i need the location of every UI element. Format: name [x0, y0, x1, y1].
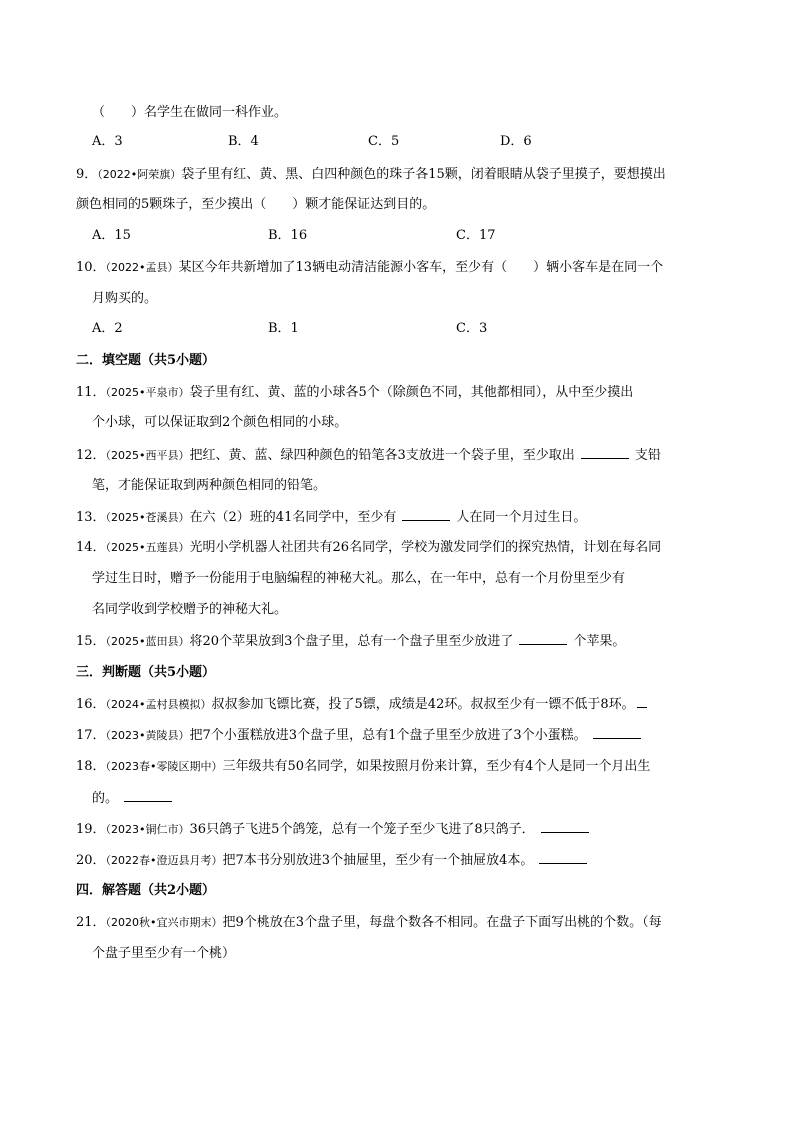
q12-line-2: 笔，才能保证取到两种颜色相同的铅笔。: [92, 478, 327, 493]
q9-text-1: 袋子里有红、黄、黑、白四种颜色的珠子各15颗，闭着眼睛从袋子里摸子，要想摸出: [181, 167, 666, 182]
q9-line-2: 颜色相同的5颗珠子，至少摸出（ ）颗才能保证达到目的。: [76, 197, 436, 212]
q18-text-1: 三年级共有50名同学，如果按照月份来计算，至少有4个人是同一个月出生: [222, 759, 651, 774]
q19-line-1: [76, 820, 595, 839]
q10-line-2: 月购买的。: [92, 291, 158, 306]
q8-option-c: C．5: [368, 134, 400, 149]
q9-line-1: [76, 166, 666, 184]
q8-continuation: （ ）名学生在做同一科作业。: [92, 105, 288, 120]
q12-number: 12．: [76, 448, 106, 463]
q16-line-1: [76, 695, 649, 714]
q17-source: （2023•黄陵县）: [105, 729, 190, 742]
q18-line-2: [92, 789, 178, 808]
q10-number: 10．: [76, 260, 106, 275]
q20-source: （2022春•澄迈县月考）: [105, 854, 223, 867]
q9-option-b: B．16: [268, 228, 308, 243]
q14-line-1: [76, 539, 661, 557]
q20-number: 20．: [76, 853, 106, 868]
q14-text-1: 光明小学机器人社团共有26名同学，学校为激发同学们的探究热情，计划在每名同: [189, 540, 662, 555]
q17-answer-blank[interactable]: [593, 726, 641, 739]
q17-line-1: [76, 726, 647, 745]
q11-text-1: 袋子里有红、黄、蓝的小球各5个（除颜色不同，其他都相同），从中至少摸出: [189, 385, 634, 400]
q15-number: 15．: [76, 634, 106, 649]
q20-answer-blank[interactable]: [539, 851, 587, 864]
q10-line-1: [76, 259, 663, 277]
q16-answer-blank[interactable]: [637, 695, 647, 708]
q9-source: （2022•阿荣旗）: [97, 168, 182, 181]
q18-text-2: 的。: [92, 791, 119, 806]
q19-number: 19．: [76, 822, 106, 837]
q9-option-c: C．17: [456, 228, 496, 243]
q15-text-b: 个苹果。: [573, 634, 626, 649]
q13-text-a: 在六（2）班的41名同学中，至少有: [189, 510, 397, 525]
q13-answer-blank[interactable]: [402, 508, 450, 521]
q18-number: 18．: [76, 759, 106, 774]
q15-line-1: [76, 632, 625, 651]
q11-line-1: [76, 384, 633, 402]
q18-source: （2023春•零陵区期中）: [105, 760, 223, 773]
q18-answer-blank[interactable]: [124, 789, 172, 802]
q8-option-d: D．6: [500, 134, 532, 149]
q9-option-a: A．15: [92, 228, 131, 243]
q12-text-1b: 支铅: [634, 448, 661, 463]
section-fill-in-heading: 二．填空题（共5小题）: [76, 353, 216, 368]
q17-text: 把7个小蛋糕放进3个盘子里，总有1个盘子里至少放进了3个小蛋糕。: [189, 728, 587, 743]
q10-option-b: B．1: [268, 321, 299, 336]
q12-text-1a: 把红、黄、蓝、绿四种颜色的铅笔各3支放进一个袋子里，至少取出: [189, 448, 575, 463]
q13-source: （2025•苍溪县）: [105, 511, 190, 524]
q11-number: 11．: [76, 385, 106, 400]
q10-option-c: C．3: [456, 321, 488, 336]
q17-number: 17．: [76, 728, 106, 743]
q21-line-1: [76, 914, 662, 932]
q14-line-2: 学过生日时，赠予一份能用于电脑编程的神秘大礼。那么，在一年中，总有一个月份里至少有: [92, 571, 626, 586]
section-answer-heading: 四．解答题（共2小题）: [76, 883, 216, 898]
q12-line-1: [76, 446, 661, 465]
q13-number: 13．: [76, 510, 106, 525]
q16-text: 叔叔参加飞镖比赛，投了5镖，成绩是42环。叔叔至少有一镖不低于8环。: [211, 697, 635, 712]
q13-text-b: 人在同一个月过生日。: [456, 510, 587, 525]
q15-text-a: 将20个苹果放到3个盘子里，总有一个盘子里至少放进了: [189, 634, 514, 649]
q9-number: 9．: [76, 167, 98, 182]
q14-source: （2025•五莲县）: [105, 541, 190, 554]
q21-source: （2020秋•宜兴市期末）: [105, 916, 223, 929]
q12-source: （2025•西平县）: [105, 449, 190, 462]
q14-number: 14．: [76, 540, 106, 555]
q19-text: 36只鸽子飞进5个鸽笼，总有一个笼子至少飞进了8只鸽子．: [189, 822, 535, 837]
q21-number: 21．: [76, 915, 106, 930]
q10-option-a: A．2: [92, 321, 123, 336]
q16-number: 16．: [76, 697, 106, 712]
q15-source: （2025•蓝田县）: [105, 635, 190, 648]
q10-source: （2022•孟县）: [105, 261, 179, 274]
q10-text-1: 某区今年共新增加了13辆电动清洁能源小客车，至少有（ ）辆小客车是在同一个: [178, 260, 664, 275]
q21-text-1: 把9个桃放在3个盘子里，每盘个数各不相同。在盘子下面写出桃的个数。（每: [222, 915, 662, 930]
q20-text: 把7本书分别放进3个抽屉里，至少有一个抽屉放4本。: [222, 853, 534, 868]
q11-line-2: 个小球，可以保证取到2个颜色相同的小球。: [92, 415, 348, 430]
q15-answer-blank[interactable]: [519, 632, 567, 645]
q12-answer-blank[interactable]: [581, 446, 629, 459]
q18-line-1: [76, 758, 650, 776]
q21-line-2: 个盘子里至少有一个桃）: [92, 946, 236, 961]
q11-source: （2025•平泉市）: [105, 386, 190, 399]
q8-option-a: A．3: [92, 134, 123, 149]
section-true-false-heading: 三．判断题（共5小题）: [76, 665, 216, 680]
q19-source: （2023•铜仁市）: [105, 823, 190, 836]
q13-line-1: [76, 508, 586, 527]
q19-answer-blank[interactable]: [541, 820, 589, 833]
q14-line-3: 名同学收到学校赠予的神秘大礼。: [92, 602, 288, 617]
q20-line-1: [76, 851, 593, 870]
q16-source: （2024•孟村县模拟）: [105, 698, 212, 711]
q8-option-b: B．4: [228, 134, 259, 149]
